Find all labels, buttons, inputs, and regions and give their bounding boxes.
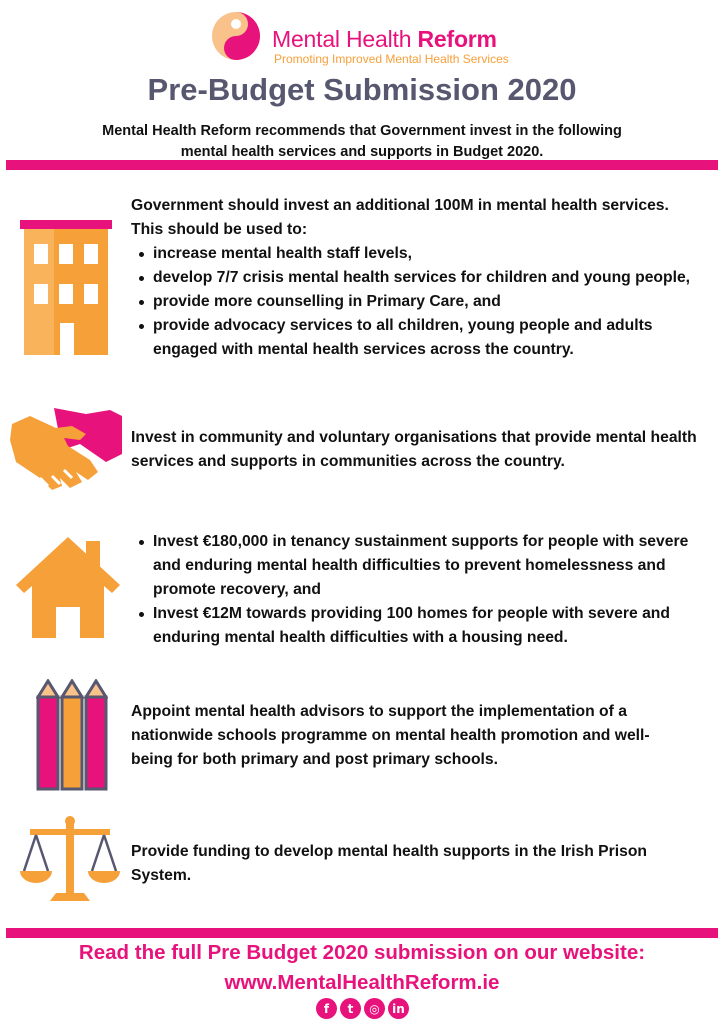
mhr-logo xyxy=(206,6,266,66)
scales-icon xyxy=(20,815,120,907)
website-link[interactable]: www.MentalHealthReform.ie xyxy=(224,971,500,994)
linkedin-icon[interactable]: in xyxy=(388,998,409,1019)
brand-tagline: Promoting Improved Mental Health Services xyxy=(274,52,509,66)
investment-item-1 xyxy=(131,194,691,362)
item-1-lead: Government should invest an additional 100M in mental health services. This should be used to: xyxy=(131,197,669,238)
house-icon xyxy=(16,535,120,638)
twitter-icon[interactable]: t xyxy=(340,998,361,1019)
investment-item-2: Invest in community and voluntary organisations that provide mental health services and supports in communities across the country. xyxy=(131,429,697,470)
list-item: increase mental health staff levels, xyxy=(153,242,691,266)
item-1-bullets xyxy=(131,242,691,362)
bottom-divider xyxy=(6,928,718,938)
list-item: provide more counselling in Primary Care, and xyxy=(153,290,691,314)
top-divider xyxy=(6,160,718,170)
instagram-icon[interactable]: ◎ xyxy=(364,998,385,1019)
pencils-icon xyxy=(36,679,108,791)
list-item: Invest €12M towards providing 100 homes for people with severe and enduring mental health difficulties with a housing need. xyxy=(153,602,691,650)
social-links xyxy=(316,998,412,1020)
investment-item-5: Provide funding to develop mental health supports in the Irish Prison System. xyxy=(131,843,647,884)
handshake-icon xyxy=(10,404,122,492)
list-item: provide advocacy services to all children, young people and adults engaged with mental health services across the country. xyxy=(153,314,691,362)
item-3-bullets xyxy=(131,530,691,650)
brand-name: Mental Health Reform xyxy=(272,26,497,52)
list-item: develop 7/7 crisis mental health services for children and young people, xyxy=(153,266,691,290)
list-item: Invest €180,000 in tenancy sustainment supports for people with severe and enduring mental health difficulties to prevent homelessness and promote recovery, and xyxy=(153,530,691,602)
investment-item-3 xyxy=(131,530,691,650)
investment-item-4: Appoint mental health advisors to support the implementation of a nationwide schools programme on mental health promotion and well-being for both primary and post primary schools. xyxy=(131,703,650,768)
footer-cta: Read the full Pre Budget 2020 submission on our website: xyxy=(78,941,646,964)
intro-text: Mental Health Reform recommends that Government invest in the following mental health services and supports in Budget 2020. xyxy=(102,123,622,160)
page-title: Pre-Budget Submission 2020 xyxy=(147,72,577,107)
facebook-icon[interactable]: f xyxy=(316,998,337,1019)
building-icon xyxy=(20,220,112,355)
